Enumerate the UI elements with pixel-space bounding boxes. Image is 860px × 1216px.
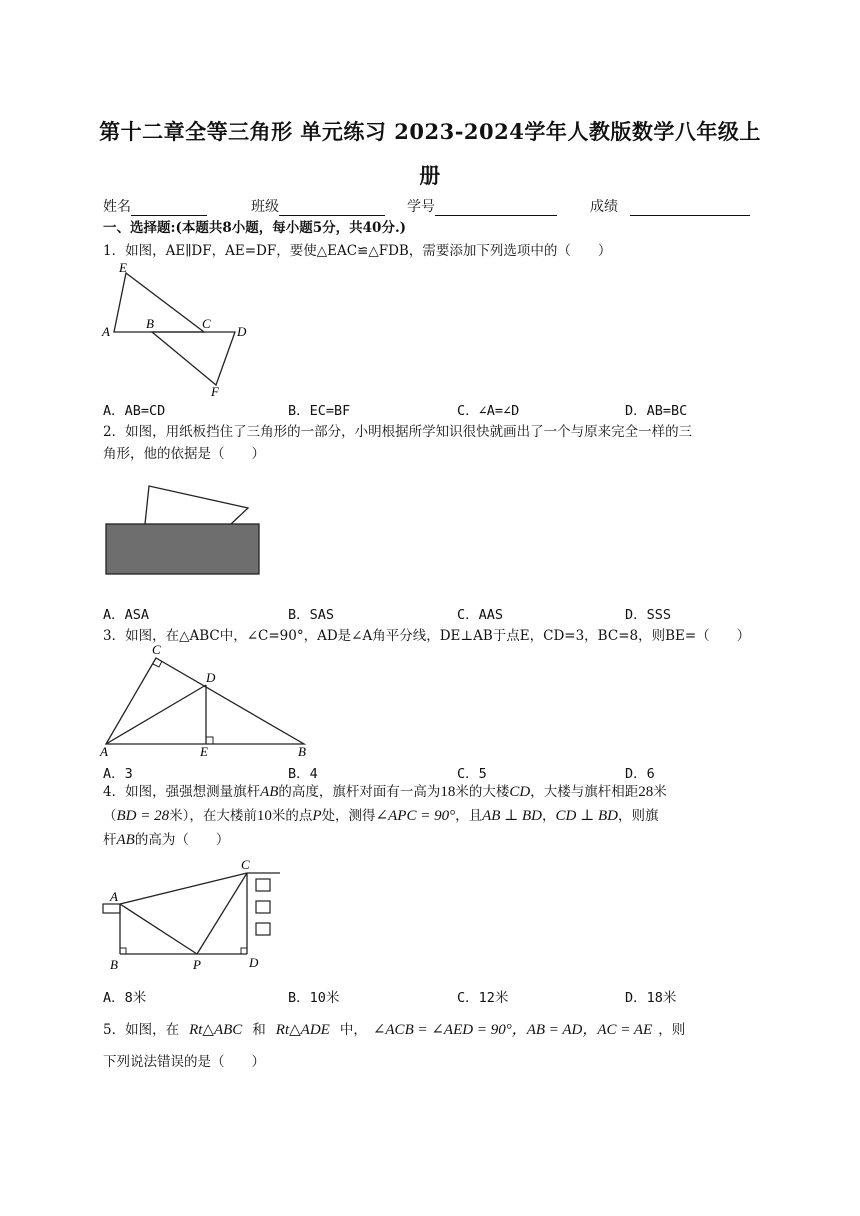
q4-figure (100, 855, 290, 975)
q3-label-e: E (200, 744, 208, 759)
q2-stem-line1: 2．如图，用纸板挡住了三角形的一部分，小明根据所学知识很快就画出了一个与原来完全一样的三 (103, 424, 693, 440)
student-number-label: 学号 (407, 199, 435, 215)
q4-label-b: B (110, 957, 118, 972)
q4-label-d: D (249, 955, 259, 970)
q4-label-p: P (193, 957, 201, 972)
class-label: 班级 (251, 199, 279, 215)
q4-option-a[interactable]: A．8米 (103, 990, 147, 1006)
q4-option-b[interactable]: B．10米 (288, 990, 340, 1006)
q4-stem-line3: 杆AB的高为（ ） (103, 832, 230, 848)
q3-stem: 3．如图，在△ABC中，∠C=90°，AD是∠A角平分线，DE⊥AB于点E，CD=3，BC=8，则BE=（ ） (103, 628, 751, 644)
name-label: 姓名 (103, 199, 131, 215)
name-field[interactable] (103, 196, 207, 216)
q3-option-d[interactable]: D．6 (625, 766, 655, 782)
class-field[interactable] (251, 196, 385, 216)
q3-option-c[interactable]: C．5 (457, 766, 487, 782)
q5-stem-line2: 下列说法错误的是（ ） (103, 1054, 265, 1070)
q4-option-d[interactable]: D．18米 (625, 990, 677, 1006)
q4-option-c[interactable]: C．12米 (457, 990, 509, 1006)
q3-option-b[interactable]: B．4 (288, 766, 318, 782)
score-field[interactable] (590, 196, 750, 216)
q5-stem-line1: 5．如图，在 Rt△ABC 和 Rt△ADE 中， ∠ACB = ∠AED = 90°，AB = AD，AC = AE ，则 (103, 1022, 686, 1038)
q2-option-c[interactable]: C．AAS (457, 607, 504, 623)
q3-label-a: A (100, 744, 108, 759)
page-title-line1: 第十二章全等三角形 单元练习 2023-2024学年人教版数学八年级上 (99, 119, 761, 144)
q1-option-b[interactable]: B．EC=BF (288, 403, 351, 419)
q1-label-b: B (146, 316, 154, 331)
q3-option-a[interactable]: A．3 (103, 766, 133, 782)
q1-label-c: C (202, 316, 211, 331)
q3-label-b: B (298, 744, 306, 759)
q1-label-f: F (211, 384, 219, 399)
student-number-blank[interactable] (435, 201, 557, 216)
q2-option-d[interactable]: D．SSS (625, 607, 672, 623)
q1-option-a[interactable]: A．AB=CD (103, 403, 166, 419)
q1-label-d: D (237, 324, 247, 339)
q1-label-e: E (119, 260, 127, 275)
q1-option-d[interactable]: D．AB=BC (625, 403, 688, 419)
q2-option-b[interactable]: B．SAS (288, 607, 335, 623)
section-heading: 一、选择题:(本题共8小题，每小题5分，共40分.) (103, 220, 407, 236)
q4-label-a: A (110, 889, 118, 904)
q1-label-a: A (102, 324, 110, 339)
q3-label-d: D (206, 670, 216, 685)
name-blank[interactable] (131, 201, 207, 216)
score-blank[interactable] (630, 201, 750, 216)
q2-stem-line2: 角形，他的依据是（ ） (103, 446, 265, 462)
score-label: 成绩 (590, 199, 618, 215)
q1-figure (100, 260, 250, 400)
class-blank[interactable] (279, 201, 385, 216)
q1-option-c[interactable]: C．∠A=∠D (457, 403, 520, 419)
page-title-line2: 册 (419, 163, 441, 188)
q2-figure (104, 480, 264, 580)
q1-stem: 1．如图，AE∥DF，AE=DF，要使△EAC≌△FDB，需要添加下列选项中的（ ） (103, 243, 612, 259)
q4-stem-line2: （BD = 28米），在大楼前10米的点P处，测得∠APC = 90°，且AB ⊥ BD，CD ⊥ BD，则旗 (103, 808, 659, 824)
q4-stem-line1: 4．如图，强强想测量旗杆AB的高度，旗杆对面有一高为18米的大楼CD，大楼与旗杆相距28米 (103, 784, 667, 800)
q4-label-c: C (241, 857, 250, 872)
q3-figure (100, 640, 315, 760)
q3-label-c: C (152, 642, 161, 657)
q2-option-a[interactable]: A．ASA (103, 607, 150, 623)
student-number-field[interactable] (407, 196, 557, 216)
